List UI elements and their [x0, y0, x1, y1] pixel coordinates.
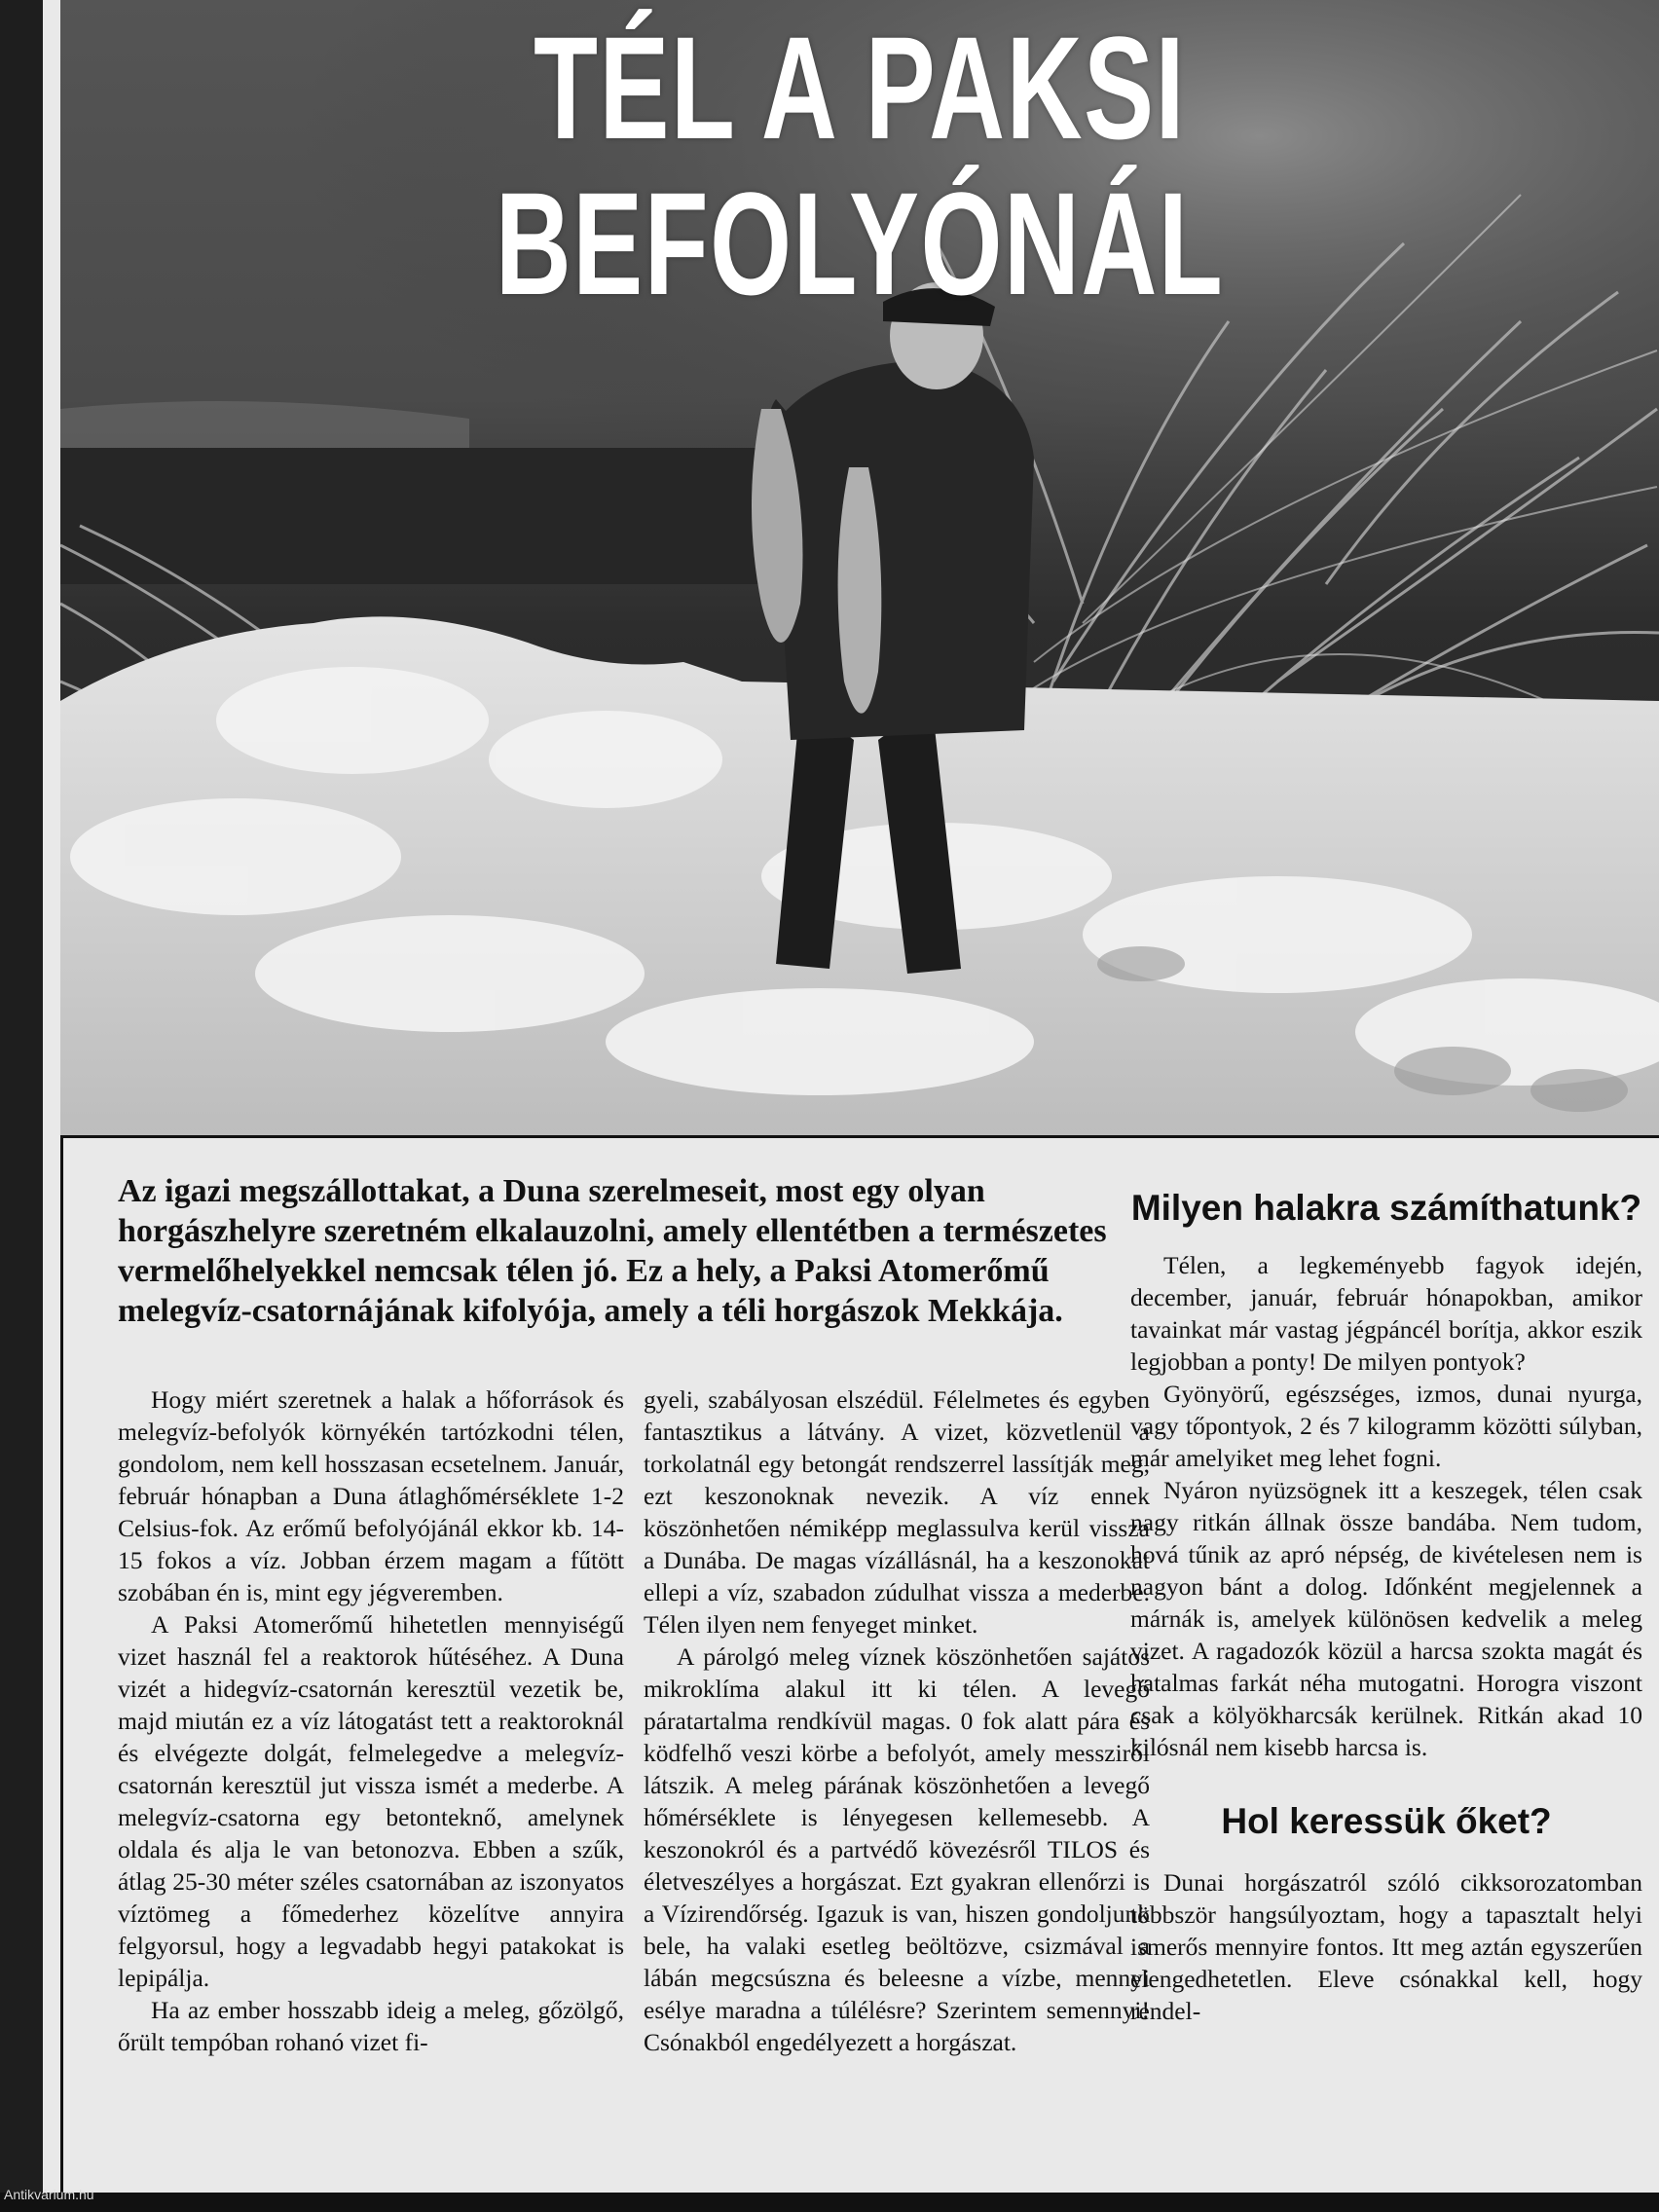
article-body — [60, 1135, 1659, 2193]
paragraph: A Paksi Atomerőmű hihetetlen mennyiségű vizet használ fel a reaktorok hűtéséhez. A Duna vizét a hidegvíz-csatornán keresztül vezetik be, majd miután ez a víz látogatást tett a reaktoroknál és elvégezte dolgát, felmelegedve a melegvíz-csatornán keresztül jut vissza ismét a mederbe. A melegvíz-csatorna egy betonteknő, amelynek oldala és alja le van betonozva. Ebben a szűk, átlag 25-30 méter széles csatornában az iszonyatos víztömeg a főmederhez közelítve annyira felgyorsul, hogy a legvadabb hegyi patakokat is lepipálja. — [118, 1610, 624, 1992]
paragraph: Télen, a legkeményebb fagyok idején, december, január, február hónapokban, amikor tavainkat már vastag jégpáncél borítja, akkor eszik legjobban a ponty! De milyen pontyok? — [1130, 1251, 1642, 1376]
book-binding — [0, 0, 43, 2212]
subheading-where: Hol keressük őket? — [1221, 1801, 1552, 1841]
article-lead: Az igazi megszállottakat, a Duna szerelmeseit, most egy olyan horgászhelyre szeretném elkalauzolni, amely ellentétben a természetes vermelőhelyekkel nemcsak télen jó. Ez a hely, a Paksi Atomerőmű melegvíz-csatornájának kifolyója, amely a téli horgászok Mekkája. — [118, 1173, 1107, 1329]
text-column-1 — [118, 1383, 624, 2058]
text-column-3 — [1130, 1138, 1642, 2027]
subheading-fish: Milyen halakra számíthatunk? — [1130, 1188, 1642, 1228]
paragraph: Hogy miért szeretnek a halak a hőforrások és melegvíz-befolyók környékén tartózkodni télen, gondolom, nem kell hosszasan ecsetelnem. Január, február hónapban a Duna átlaghőmérséklete 1-2 Celsius-fok. Az erőmű befolyójánál ekkor kb. 14-15 fokos a víz. Jobban érzem magam a fűtött szobában én is, mint egy jégveremben. — [118, 1385, 624, 1606]
winter-fishing-photo — [60, 0, 1659, 1135]
paragraph: gyeli, szabályosan elszédül. Félelmetes és egyben fantasztikus a látvány. A vizet, közvetlenül a torkolatnál egy betongát rendszerrel lassítják meg, ezt keszonoknak nevezik. A víz ennek köszönhetően némiképp meglassulva kerül vissza a Dunába. De magas vízállásnál, ha a keszonokat ellepi a víz, szabadon zúdulhat vissza a mederbe. Télen ilyen nem fenyeget minket. — [644, 1385, 1150, 1639]
page-bottom-edge — [0, 2193, 1659, 2212]
paragraph: Ha az ember hosszabb ideig a meleg, gőzölgő, őrült tempóban rohanó vizet fi- — [118, 1996, 624, 2056]
paragraph: Dunai horgászatról szóló cikksorozatomban többször hangsúlyoztam, hogy a tapasztalt helyi ismerős mennyire fontos. Itt meg aztán egyszerűen elengedhetetlen. Eleve csónakkal kell, hogy rendel- — [1130, 1868, 1642, 2025]
paragraph: A párolgó meleg víznek köszönhetően sajátos mikroklíma alakul itt ki télen. A levegő páratartalma rendkívül magas. 0 fok alatt pára és ködfelhő veszi körbe a befolyót, amely messziről látszik. A meleg párának köszönhetően a levegő hőmérséklete is lényegesen kellemesebb. A keszonokról és a partvédő kövezésről TILOS és életveszélyes a horgászat. Ezt gyakran ellenőrzi is a Vízirendőrség. Igazuk is van, hiszen gondoljunk bele, ha valaki esetleg beöltözve, csizmával a lábán megcsúszna és beleesne a vízbe, mennyi esélye maradna a túlélésre? Szerintem semennyi! Csónakból engedélyezett a horgászat. — [644, 1642, 1150, 2056]
page-headline: TÉL A PAKSI BEFOLYÓNÁL — [495, 6, 1225, 325]
paragraph: Nyáron nyüzsögnek itt a keszegek, télen csak nagy ritkán állnak össze bandába. Nem tudom, hová tűnik az apró népség, de kivételesen nem is nagyon bánt a dolog. Időnként megjelennek a márnák is, amelyek különösen kedvelik a meleg vizet. A ragadozók közül a harcsa szokta magát és hatalmas farkát néha mutogatni. Horogra viszont csak a kölyökharcsák kerülnek. Ritkán akad 10 kilósnál nem kisebb harcsa is. — [1130, 1476, 1642, 1761]
site-watermark: Antikvárium.hu — [4, 2187, 94, 2202]
paragraph: Gyönyörű, egészséges, izmos, dunai nyurga, vagy tőpontyok, 2 és 7 kilogramm közötti súlyban, már amelyiket meg lehet fogni. — [1130, 1380, 1642, 1472]
text-column-2 — [644, 1383, 1150, 2058]
